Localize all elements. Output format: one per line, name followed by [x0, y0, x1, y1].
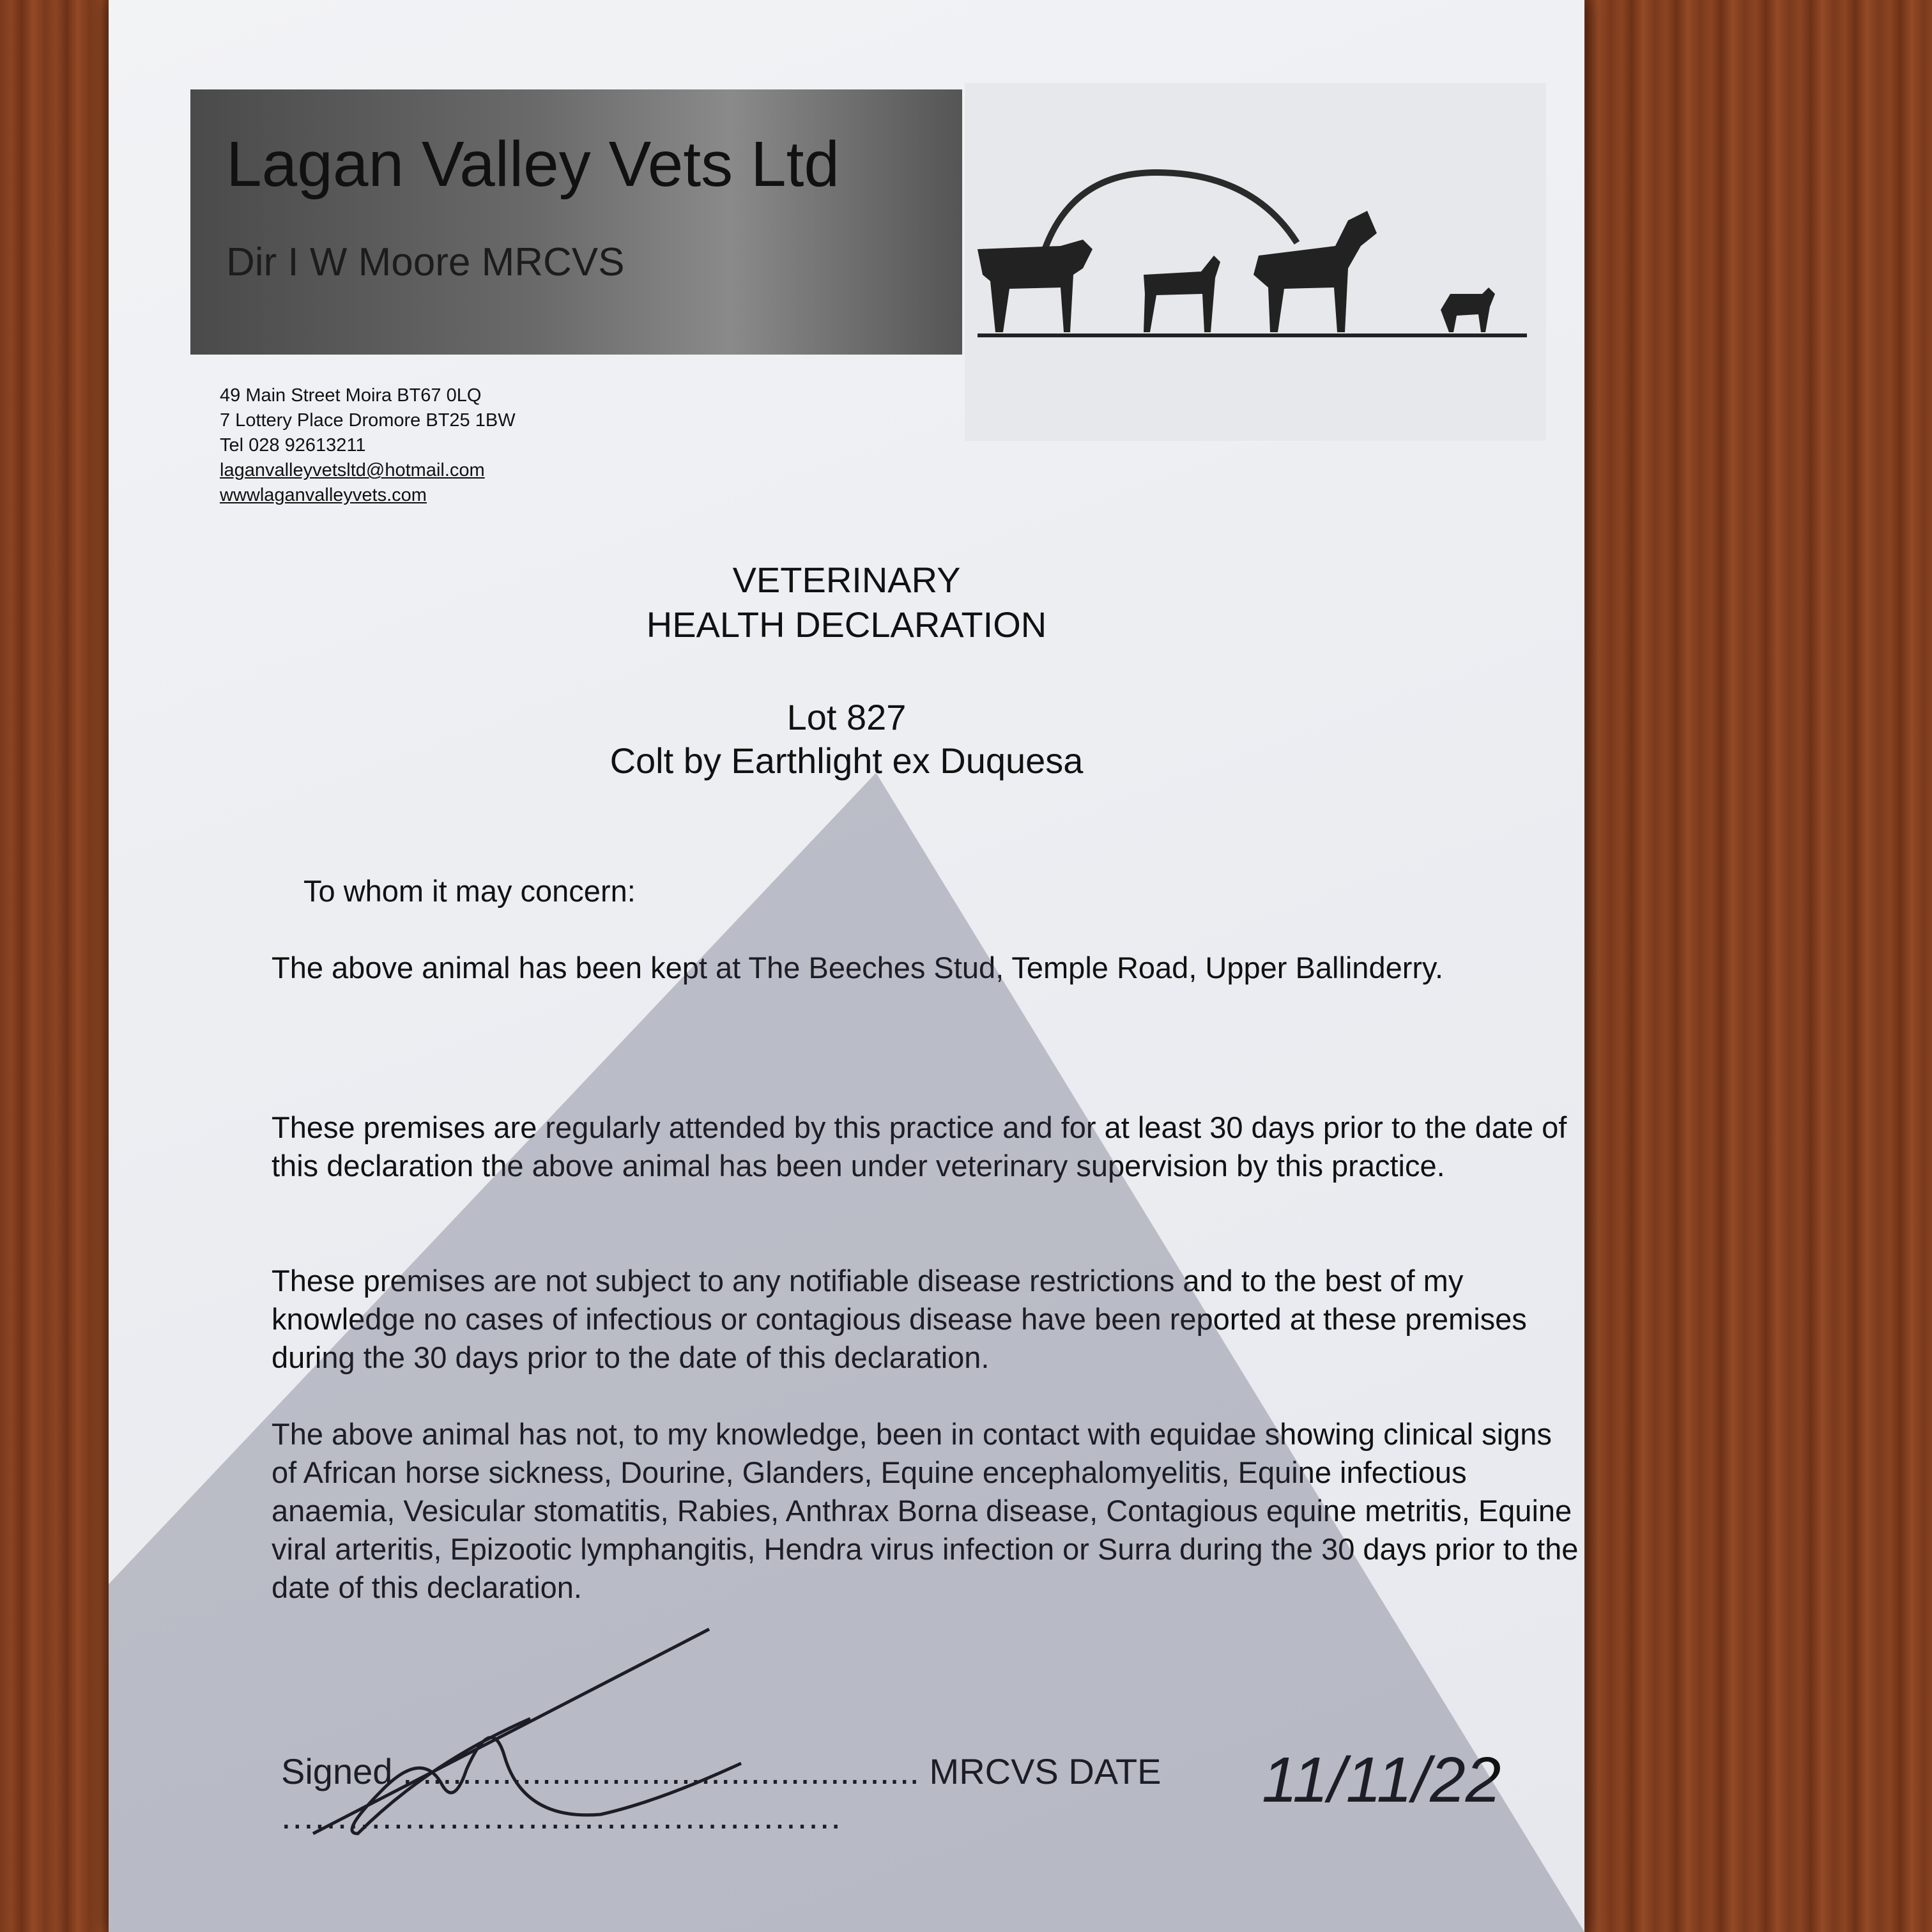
paragraph-restrictions: These premises are not subject to any notifiable disease restrictions and to the best of my knowledge no cases of infectious or contagious disease have been reported at these premises during the 30 days prior to the date of this declaration. — [272, 1264, 1527, 1374]
declaration-page — [109, 0, 1584, 1932]
mrcvs-date-label: MRCVS DATE — [929, 1751, 1162, 1791]
document-subtitle: HEALTH DECLARATION — [646, 604, 1047, 645]
handwritten-date-text: 11/11/22 — [1262, 1744, 1501, 1816]
paragraph-contact: The above animal has not, to my knowledge, been in contact with equidae showing clinical signs of African horse sickness, Dourine, Glanders, Equine encephalomyelitis, Equine infectious anaemia, Vesicular stomatitis, Rabies, Anthrax Borna disease, Contagious equine metritis, Equine viral arteritis, Epizootic lymphangitis, Hendra virus infection or Surra during the 30 days prior to the date of this declaration. — [272, 1417, 1579, 1604]
signed-label: Signed — [281, 1751, 393, 1791]
address-line: 49 Main Street Moira BT67 0LQ — [220, 385, 482, 406]
email-link[interactable]: laganvalleyvetsltd@hotmail.com — [220, 460, 485, 480]
practice-address — [220, 383, 516, 508]
paragraph-premises: The above animal has been kept at The Beeches Stud, Temple Road, Upper Ballinderry. — [272, 951, 1444, 985]
lot-description: Colt by Earthlight ex Duquesa — [610, 740, 1084, 781]
handwritten-date — [1262, 1731, 1568, 1859]
animals-logo — [965, 83, 1546, 441]
signature-dots-second: .................................................. — [281, 1796, 842, 1836]
document-title: VETERINARY — [732, 560, 961, 600]
signature-dots: .................................................... — [402, 1751, 919, 1791]
handwritten-signature — [300, 1623, 760, 1840]
company-name: Lagan Valley Vets Ltd — [226, 128, 839, 200]
letterhead-banner — [190, 89, 962, 355]
salutation: To whom it may concern: — [303, 874, 636, 908]
address-line: 7 Lottery Place Dromore BT25 1BW — [220, 410, 516, 431]
lot-number: Lot 827 — [786, 697, 907, 737]
animal-silhouettes-icon — [965, 83, 1546, 441]
phone-number: Tel 028 92613211 — [220, 435, 366, 456]
director-name: Dir I W Moore MRCVS — [226, 240, 625, 284]
paragraph-supervision: These premises are regularly attended by this practice and for at least 30 days prior to the date of this declaration the above animal has been under veterinary supervision by this practice. — [272, 1110, 1567, 1183]
website-link[interactable]: wwwlaganvalleyvets.com — [220, 485, 427, 505]
